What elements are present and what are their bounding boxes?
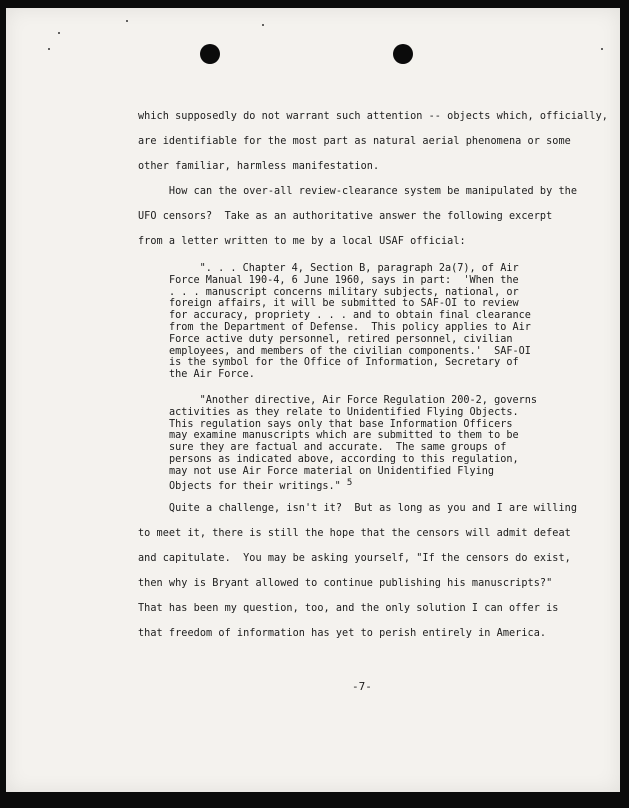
quote-regulation-block (169, 395, 629, 492)
speck (48, 48, 50, 50)
paragraph-continuation: which supposedly do not warrant such attention -- objects which, officially, are identifiable for the most part as natural aerial phenomena or some other familiar, harmless manifestation. (138, 111, 608, 172)
speck (58, 32, 60, 34)
paragraph-review-system: How can the over-all review-clearance system be manipulated by the UFO censors? Take as an authoritative answer the following excerpt from a letter written to me by a local USAF official: (138, 186, 578, 247)
punch-hole-right (393, 44, 413, 64)
quote-regulation-excerpt: "Another directive, Air Force Regulation 200-2, governs activities as they relate to Unidentified Flying Objects. This regulation says only that base Information Officers may examine manuscripts which are submitted to them to be sure they are factual and accurate. The same groups of persons as indicated above, according to this regulation, may not use Air Force material on Unidentified Flying Objects for their writings." (169, 395, 538, 492)
speck (126, 20, 128, 22)
document-page (6, 8, 620, 792)
punch-hole-left (200, 44, 220, 64)
quote-manual-excerpt: ". . . Chapter 4, Section B, paragraph 2a(7), of Air Force Manual 190-4, 6 June 1960, says in part: 'When the . . . manuscript concerns military subjects, national, or foreign affairs, it will be submitted to SAF-OI to review for accuracy, propriety . . . and to obtain final clearance from the Department of Defense. This policy applies to Air Force active duty personnel, retired personnel, civilian employees, and members of the civilian components.' SAF-OI is the symbol for the Office of Information, Secretary of the Air Force. (169, 263, 531, 381)
paragraph-challenge: Quite a challenge, isn't it? But as long as you and I are willing to meet it, there is still the hope that the censors will admit defeat and capitulate. You may be asking yourself, "If the censors do exist, then why is Bryant allowed to continue publishing his manuscripts?" That has been my question, too, and the only solution I can offer is that freedom of information has yet to perish entirely in America. (138, 503, 578, 639)
page-number: -7- (352, 680, 372, 693)
speck (601, 48, 603, 50)
speck (262, 24, 264, 26)
footnote-reference: 5 (346, 477, 353, 488)
